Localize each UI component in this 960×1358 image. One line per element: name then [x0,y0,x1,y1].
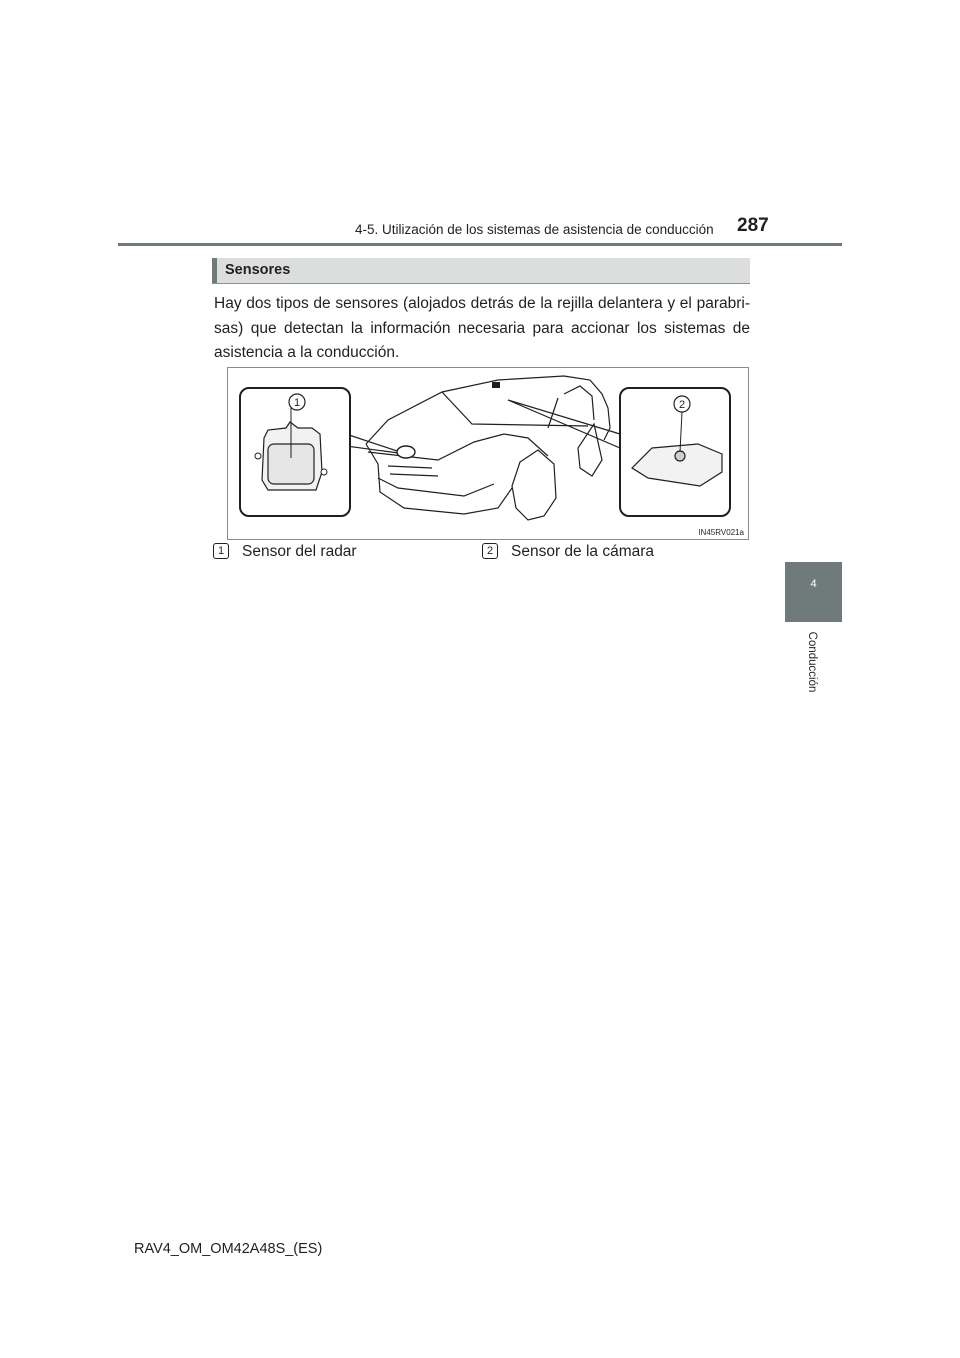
chapter-tab [785,562,842,622]
legend-label: Sensor del radar [242,543,357,560]
chapter-tab-number: 4 [810,578,817,590]
radar-emblem [397,446,415,458]
chapter-tab-label: Conducción [806,631,818,693]
legend-number: 1 [213,543,229,559]
header-divider [118,243,842,246]
chapter-tab-label-box [803,630,821,700]
document-code: RAV4_OM_OM42A48S_(ES) [134,1241,323,1257]
section-title: Sensores [225,262,291,278]
figure-code: IN45RV021a [698,528,744,537]
page-number: 287 [737,215,769,236]
sensor-illustration [228,368,750,541]
sensor-location-figure [227,367,749,540]
chapter-title: 4-5. Utilización de los sistemas de asistencia de conducción [355,222,714,237]
callout-2-label: 2 [678,399,686,411]
camera-module [492,382,500,388]
legend-label: Sensor de la cámara [511,543,655,560]
section-header [212,258,750,284]
callout-1-label: 1 [293,397,301,409]
legend-number: 2 [482,543,498,559]
section-body-text: Hay dos tipos de sensores (alojados detrás de la rejilla delantera y el parabri-sas) que detectan la información necesaria para accionar los sistemas de asistencia a la conducción. [214,295,750,361]
camera-leader-line [508,400,620,448]
